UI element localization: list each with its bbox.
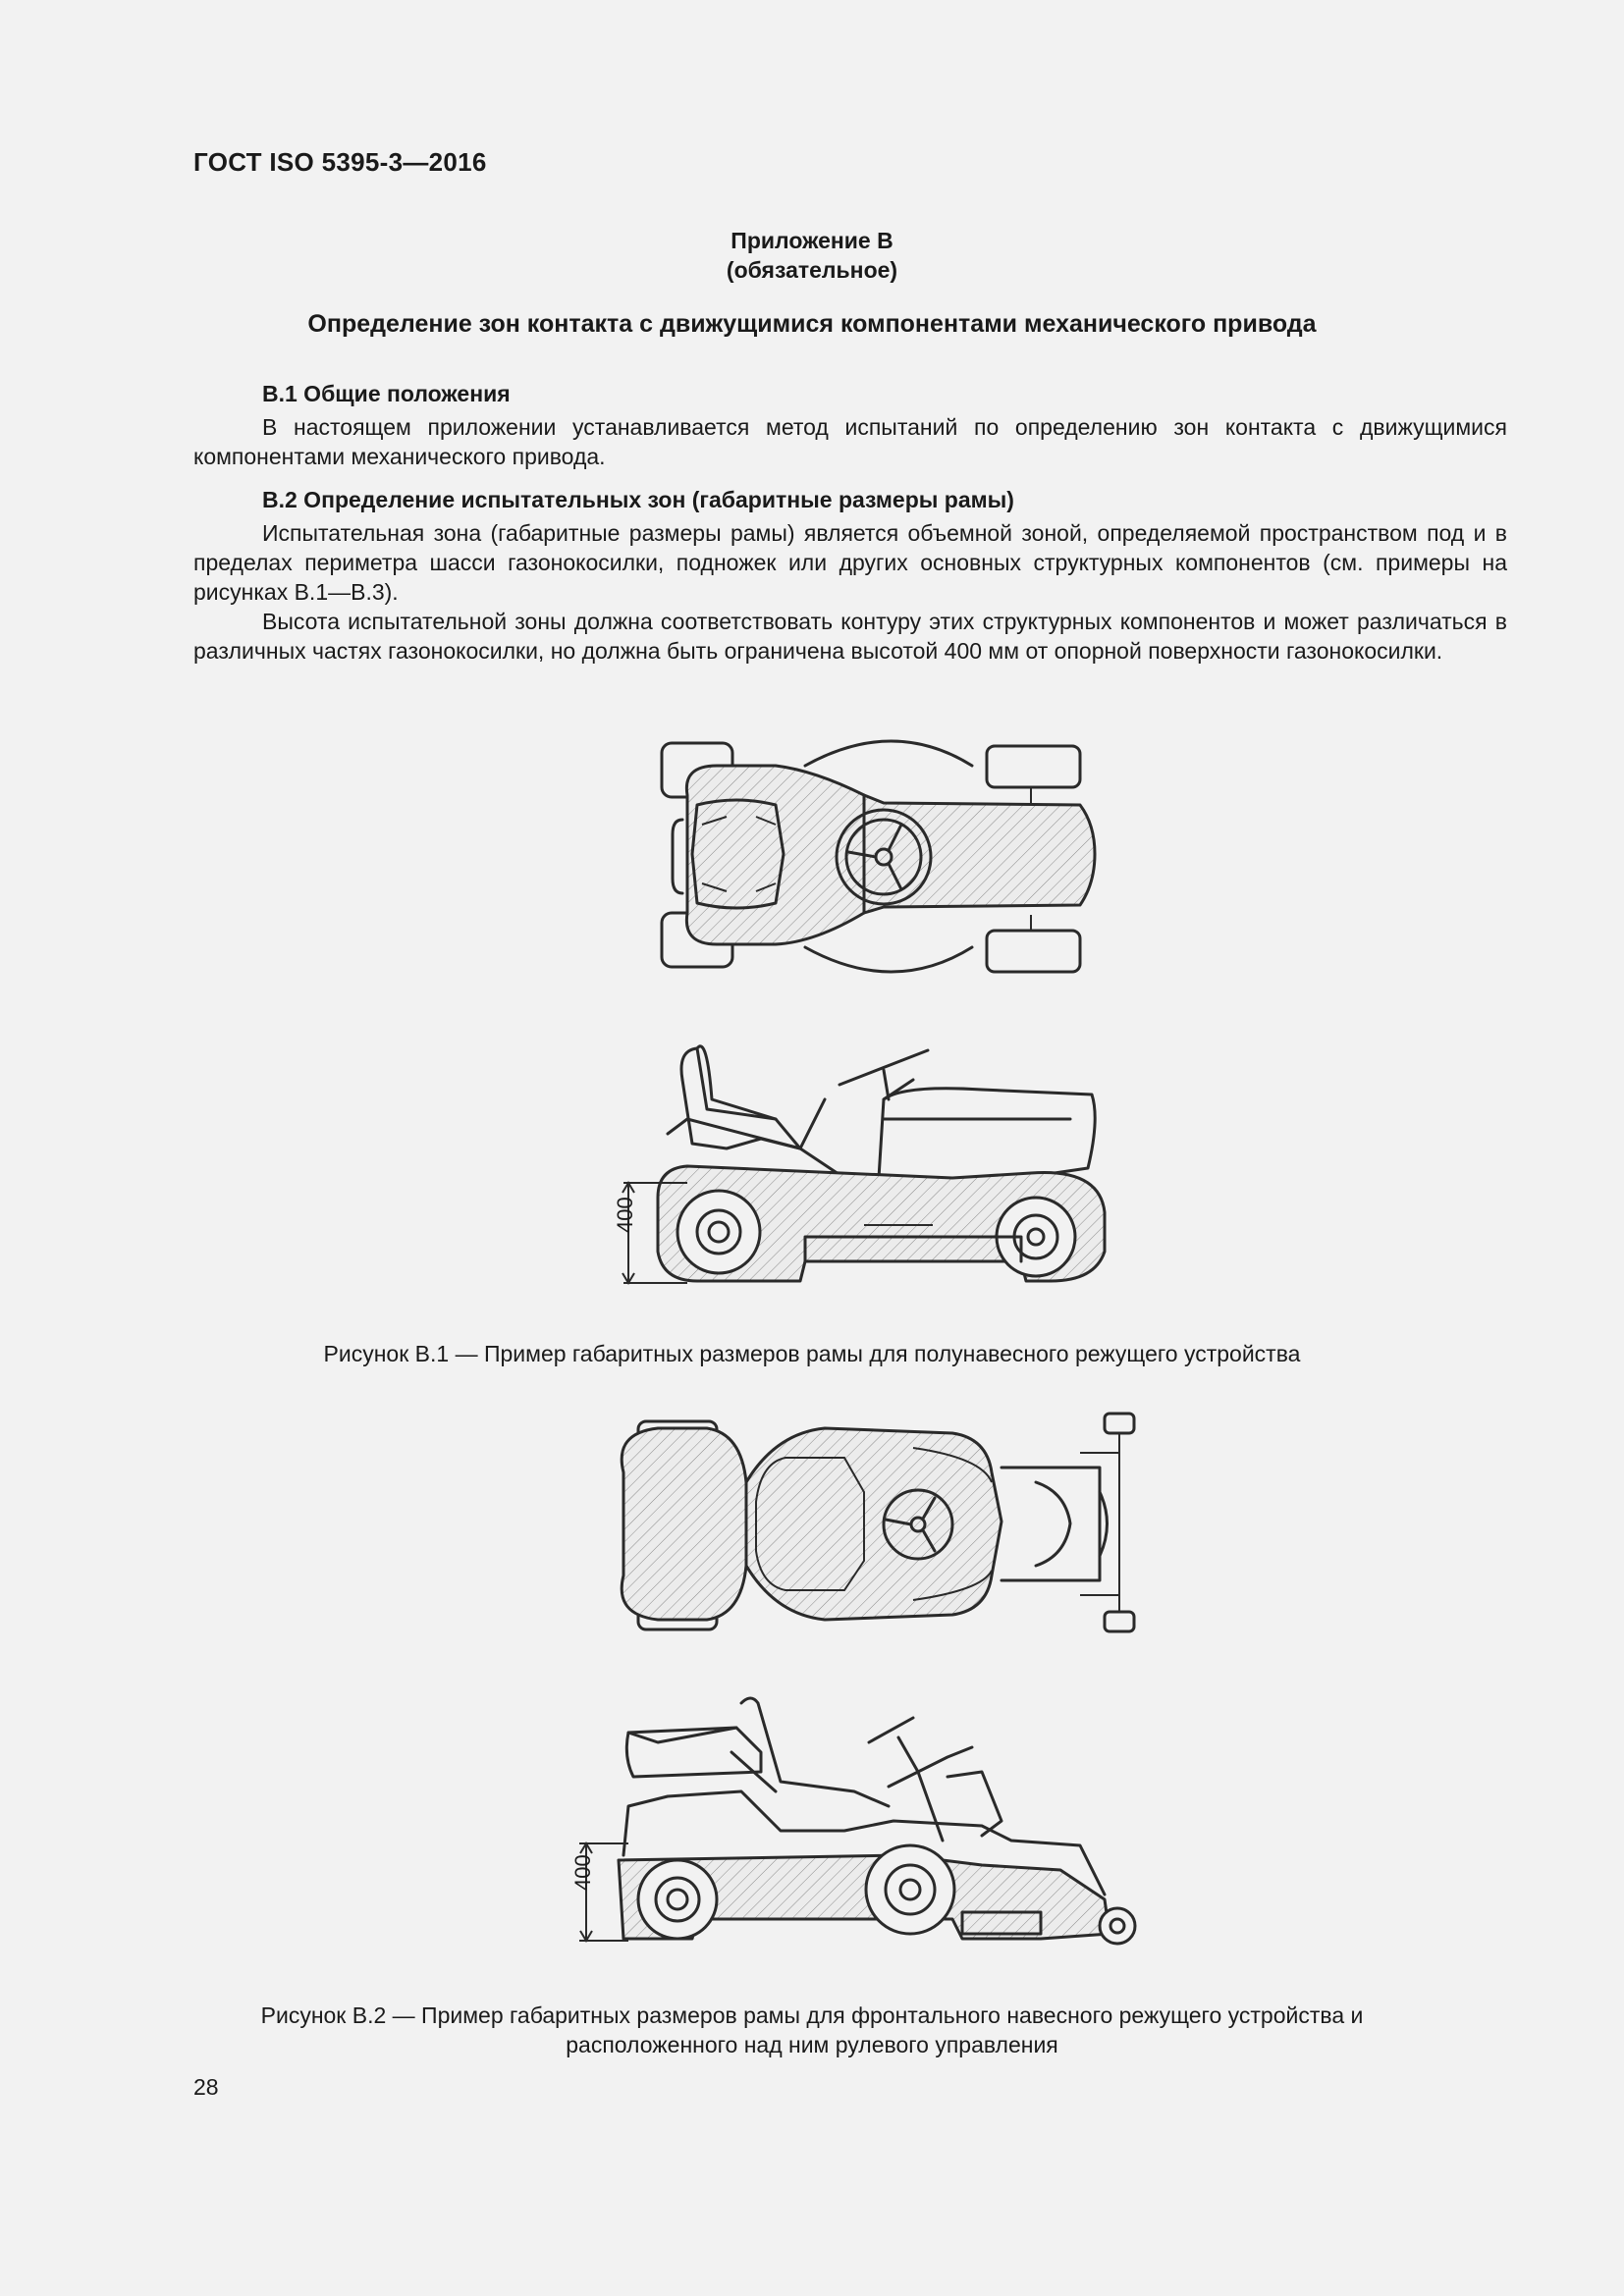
dimension-label: 400 [613,1197,637,1233]
mower-top-view [622,1414,1134,1631]
page-number: 28 [193,2074,219,2100]
mower-side-view [570,1698,1135,1944]
appendix-status: (обязательное) [726,257,898,283]
figure-b1-caption: Рисунок В.1 — Пример габаритных размеров рамы для полунавесного режущего устройства [323,1341,1301,1366]
paragraph: Испытательная зона (габаритные размеры рамы) является объемной зоной, определяемой пространством под и в пределах периметра шасси газонокосилки, подножек или других основных структурных компонентов (см. примеры на рисунках В.1—В.3). [193,520,1507,605]
dimension-label: 400 [570,1854,595,1891]
figure-b2-drawing [550,1404,1178,1993]
mower-side-view [613,1046,1105,1283]
figure-b1-drawing [589,726,1139,1325]
figure-b2-caption-line2: расположенного над ним рулевого управления [566,2032,1058,2057]
mower-top-view [662,741,1095,972]
body-text [193,379,1507,666]
appendix-label: Приложение В [731,228,893,253]
section-heading-b1: В.1 Общие положения [262,381,511,406]
standard-header: ГОСТ ISO 5395-3—2016 [193,147,487,177]
figure-b2-caption-line1: Рисунок В.2 — Пример габаритных размеров рамы для фронтального навесного режущего устройства и [260,2002,1364,2028]
appendix-label-block [0,226,1624,285]
figure-b2-caption [0,2001,1624,2059]
paragraph: В настоящем приложении устанавливается метод испытаний по определению зон контакта с движущимися компонентами механического привода. [193,414,1507,469]
paragraph: Высота испытательной зоны должна соответствовать контуру этих структурных компонентов и может различаться в различных частях газонокосилки, но должна быть ограничена высотой 400 мм от опорной поверхности газонокосилки. [193,609,1507,664]
section-heading-b2: В.2 Определение испытательных зон (габаритные размеры рамы) [262,487,1014,512]
appendix-title: Определение зон контакта с движущимися компонентами механического привода [307,310,1317,338]
